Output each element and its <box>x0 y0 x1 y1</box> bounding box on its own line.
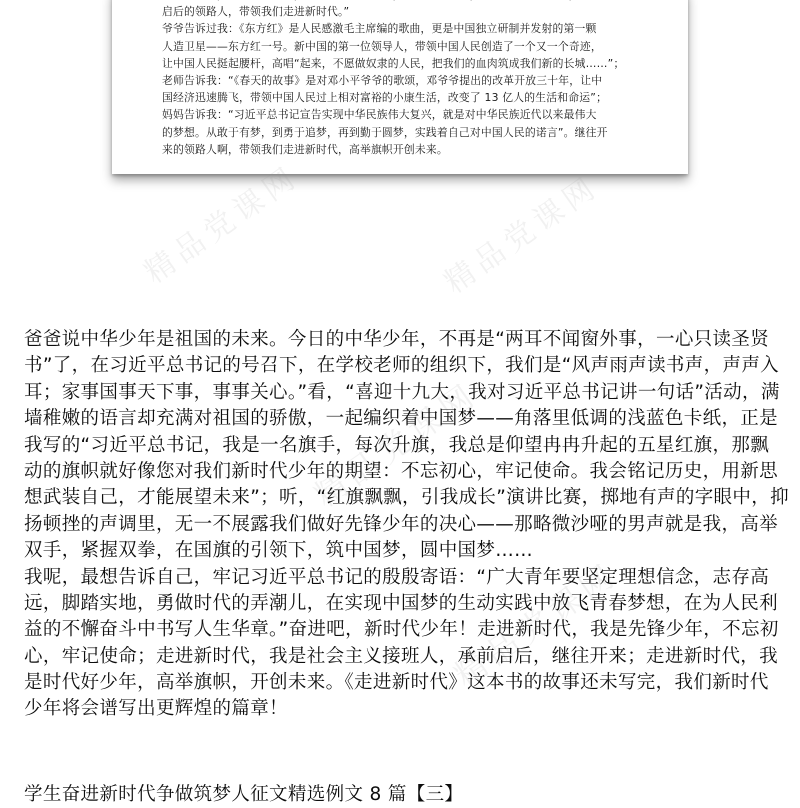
body-line: 墙稚嫩的语言却充满对祖国的骄傲，一起编织着中国梦——角落里低调的浅蓝色卡纸，正是 <box>24 408 779 430</box>
body-line: 想武装自己，才能展望未来”；听，“红旗飘飘，引我成长”演讲比赛，掷地有声的字眼中，抑 <box>24 487 789 509</box>
card-line: 来的领路人啊，带领我们走进新时代，高举旗帜开创未来。 <box>162 142 448 156</box>
card-text <box>162 0 642 158</box>
body-line: 耳；家事国事天下事，事事关心。”看，“喜迎十九大，我对习近平总书记讲一句话”活动，满 <box>24 381 780 403</box>
watermark: 精品党课网 <box>438 168 606 301</box>
card-line: 人造卫星——东方红一号。新中国的第一位领导人，带领中国人民创造了一个又一个奇迹， <box>162 39 602 53</box>
body-line: 我写的“习近平总书记，我是一名旗手，每次升旗，我总是仰望冉冉升起的五星红旗，那飘 <box>24 434 770 456</box>
watermark: 精品党课网 <box>307 374 485 515</box>
card-line: 让中国人民挺起腰杆，高唱“起来，不愿做奴隶的人民，把我们的血肉筑成我们新的长城……”； <box>162 56 625 70</box>
body-line: 是时代好少年，高举旗帜，开创未来。《走进新时代》这本书的故事还未写完，我们新时代 <box>24 672 769 694</box>
section-heading: 学生奋进新时代争做筑梦人征文精选例文 8 篇【三】 <box>24 784 464 805</box>
body-line: 益的不懈奋斗中书写人生华章。”奋进吧，新时代少年！走进新时代，我是先锋少年，不忘初 <box>24 619 779 641</box>
watermark: 精品党课网 <box>138 158 306 291</box>
card-line: 爷爷告诉过我：《东方红》是人民感激毛主席编的歌曲，更是中国独立研制并发射的第一颗 <box>162 22 597 36</box>
card-line: 启后的领路人，带领我们走进新时代。” <box>162 5 350 19</box>
body-line: 书”了，在习近平总书记的号召下，在学校老师的组织下，我们是“风声雨声读书声，声声入 <box>24 355 780 377</box>
article-body <box>24 327 789 723</box>
body-line: 少年将会谱写出更辉煌的篇章！ <box>24 698 288 720</box>
body-line: 爸爸说中华少年是祖国的未来。今日的中华少年，不再是“两耳不闻窗外事，一心只读圣贤 <box>24 329 770 350</box>
body-line: 心，牢记使命；走进新时代，我是社会主义接班人，承前启后，继往开来；走进新时代，我 <box>24 645 779 667</box>
body-line: 双手，紧握双拳，在国旗的引领下，筑中国梦，圆中国梦…… <box>24 540 533 562</box>
article-image-card <box>112 0 688 174</box>
watermark: 精品党课网 <box>447 554 625 695</box>
card-line: 的梦想。从敢于有梦，到勇于追梦，再到勤于圆梦，实践着自己对中国人民的诺言”。继往开 <box>162 125 608 139</box>
body-line: 动的旗帜就好像您对我们新时代少年的期望：不忘初心，牢记使命。我会铭记历史，用新思 <box>24 460 779 482</box>
card-line: 老师告诉我：“《春天的故事》是对邓小平爷爷的歌颂，邓爷爷提出的改革开放三十年，让中 <box>162 73 603 87</box>
body-line: 我呢，最想告诉自己，牢记习近平总书记的殷殷寄语：“广大青年要坚定理想信念，志存高 <box>24 566 770 588</box>
card-line: 妈妈告诉我：“习近平总书记宣告实现中华民族伟大复兴，就是对中华民族近代以来最伟大 <box>162 108 597 122</box>
body-line: 远，脚踏实地，勇做时代的弄潮儿，在实现中国梦的生动实践中放飞青春梦想，在为人民利 <box>24 592 779 614</box>
card-line: 国经济迅速腾飞，带领中国人民过上相对富裕的小康生活，改变了 13 亿人的生活和命运”； <box>162 91 608 105</box>
body-line: 扬顿挫的声调里，无一不展露我们做好先锋少年的决心——那略微沙哑的男声就是我，高举 <box>24 513 779 535</box>
